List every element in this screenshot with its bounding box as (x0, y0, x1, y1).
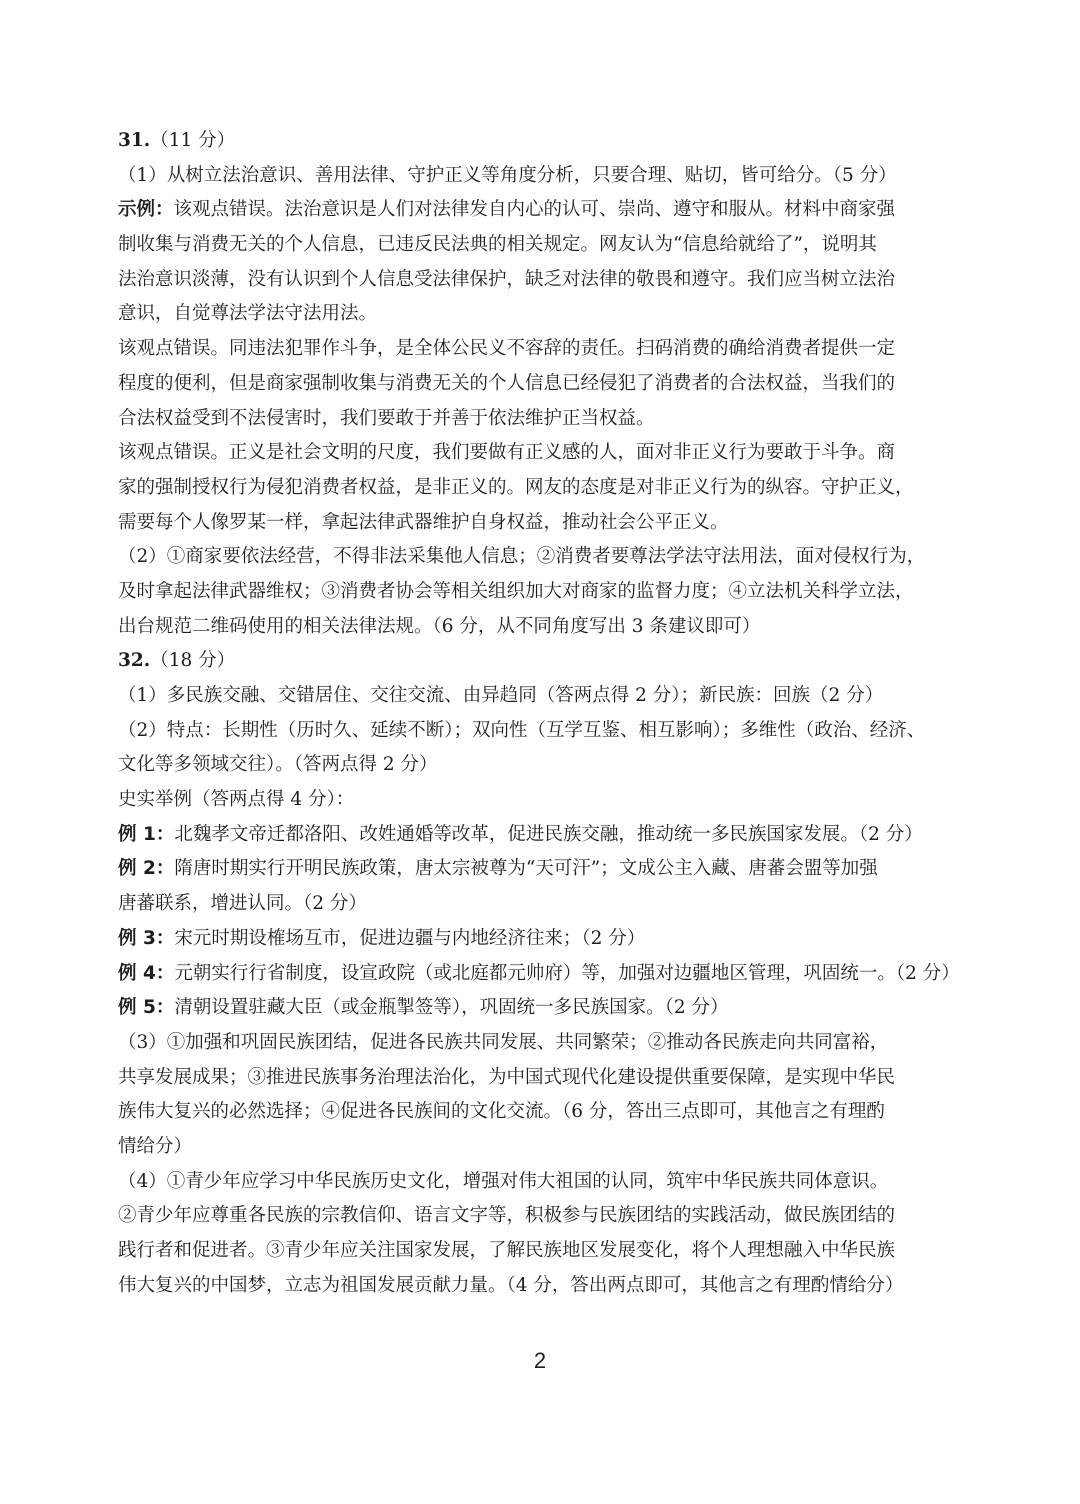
q32-example4-text: 元朝实行行省制度，设宣政院（或北庭都元帅府）等，加强对边疆地区管理，巩固统一。（2 分） (174, 962, 960, 984)
q32-example3-label: 例 3： (118, 927, 175, 949)
answer-page (118, 124, 964, 1303)
q31-example3-line1: 该观点错误。正义是社会文明的尺度，我们要做有正义感的人，面对非正义行为要敢于斗争。商 (118, 442, 896, 464)
q32-part3-line2: 共享发展成果；③推进民族事务治理法治化，为中国式现代化建设提供重要保障，是实现中华民 (118, 1066, 896, 1088)
q31-example3-line3: 需要每个人像罗某一样，拿起法律武器维护自身权益，推动社会公平正义。 (118, 511, 729, 533)
q32-part4-line2: ②青少年应尊重各民族的宗教信仰、语言文字等，积极参与民族团结的实践活动，做民族团结的 (118, 1205, 896, 1227)
q32-part1: （1）多民族交融、交错居住、交往交流、由异趋同（答两点得 2 分）；新民族：回族（2 分） (118, 685, 884, 706)
q31-example1-line1: 该观点错误。法治意识是人们对法律发自内心的认可、崇尚、遵守和服从。材料中商家强 (173, 199, 896, 221)
q32-part3-line4: 情给分） (118, 1135, 193, 1157)
q32-score: （18 分） (150, 650, 236, 672)
q31-number: 31. (118, 130, 151, 151)
q31-score: （11 分） (150, 130, 236, 151)
q31-example-label: 示例： (118, 199, 174, 221)
q31-example2-line3: 合法权益受到不法侵害时，我们要敢于并善于依法维护正当权益。 (118, 407, 655, 429)
q32-example2-label: 例 2： (118, 858, 175, 880)
page-number: 2 (533, 1348, 547, 1373)
q31-part2-line3: 出台规范二维码使用的相关法律法规。（6 分，从不同角度写出 3 条建议即可） (118, 615, 761, 637)
q32-example4-label: 例 4： (118, 962, 175, 984)
q32-example2-text-line1: 隋唐时期实行开明民族政策，唐太宗被尊为“天可汗”；文成公主入藏、唐蕃会盟等加强 (174, 858, 878, 880)
q32-example5-text: 清朝设置驻藏大臣（或金瓶掣签等），巩固统一多民族国家。（2 分） (174, 997, 729, 1019)
q31-example3-line2: 家的强制授权行为侵犯消费者权益，是非正义的。网友的态度是对非正义行为的纵容。守护正义， (118, 476, 914, 498)
q32-example4 (118, 957, 964, 992)
q32-example1-label: 例 1： (118, 823, 175, 845)
q32-facts-intro: 史实举例（答两点得 4 分）： (118, 789, 355, 811)
q32-part4-line4: 伟大复兴的中国梦，立志为祖国发展贡献力量。（4 分，答出两点即可，其他言之有理酌情给分） (118, 1274, 904, 1296)
q32-example3 (118, 922, 964, 957)
q31-part2-line1: （2）①商家要依法经营，不得非法采集他人信息；②消费者要尊法学法守法用法，面对侵权行为， (118, 546, 926, 568)
q32-part4-line3: 践行者和促进者。③青少年应关注国家发展，了解民族地区发展变化，将个人理想融入中华民族 (118, 1240, 896, 1261)
q31-example1-line4: 意识，自觉尊法学法守法用法。 (118, 303, 378, 325)
q32-example3-text: 宋元时期设榷场互市，促进边疆与内地经济往来；（2 分） (174, 927, 646, 949)
q31-example2-line1: 该观点错误。同违法犯罪作斗争，是全体公民义不容辞的责任。扫码消费的确给消费者提供一定 (118, 338, 896, 360)
q31-heading (118, 124, 964, 159)
q32-example1 (118, 818, 964, 853)
q32-example2-text-line2: 唐蕃联系，增进认同。（2 分） (118, 893, 367, 915)
q32-part4-line1: （4）①青少年应学习中华民族历史文化，增强对伟大祖国的认同，筑牢中华民族共同体意识。 (118, 1170, 889, 1192)
q32-number: 32. (118, 650, 151, 672)
q31-example2-line2: 程度的便利，但是商家强制收集与消费无关的个人信息已经侵犯了消费者的合法权益，当我们的 (118, 372, 896, 394)
q32-part3-line3: 族伟大复兴的必然选择；④促进各民族间的文化交流。（6 分，答出三点即可，其他言之有理酌 (118, 1101, 885, 1123)
q31-part1: （1）从树立法治意识、善用法律、守护正义等角度分析，只要合理、贴切，皆可给分。（5 分） (118, 164, 897, 186)
q31-example-line (118, 193, 964, 228)
q32-heading (118, 644, 964, 679)
q32-part2-line2: 文化等多领域交往）。（答两点得 2 分） (118, 754, 438, 776)
q32-example2 (118, 852, 964, 887)
q32-example5-label: 例 5： (118, 997, 175, 1019)
q32-example5 (118, 991, 964, 1026)
q31-example1-line2: 制收集与消费无关的个人信息，已违反民法典的相关规定。网友认为“信息给就给了”，说明其 (118, 234, 877, 256)
q32-part3-line1: （3）①加强和巩固民族团结，促进各民族共同发展、共同繁荣；②推动各民族走向共同富裕， (118, 1031, 889, 1053)
q32-example1-text: 北魏孝文帝迁都洛阳、改姓通婚等改革，促进民族交融，推动统一多民族国家发展。（2 分） (174, 823, 923, 845)
q31-example1-line3: 法治意识淡薄，没有认识到个人信息受法律保护，缺乏对法律的敬畏和遵守。我们应当树立法治 (118, 268, 896, 290)
q32-part2-line1: （2）特点：长期性（历时久、延续不断）；双向性（互学互鉴、相互影响）；多维性（政治、经济、 (118, 719, 926, 741)
q31-part2-line2: 及时拿起法律武器维权；③消费者协会等相关组织加大对商家的监督力度；④立法机关科学立法， (118, 580, 914, 602)
